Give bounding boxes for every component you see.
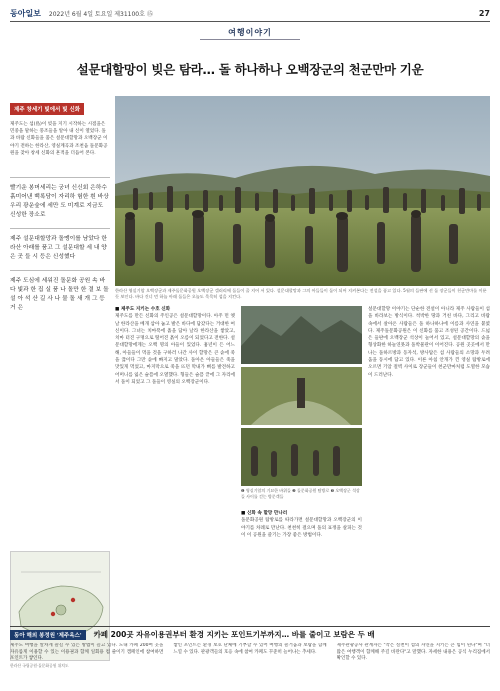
article-column-3: [368, 306, 490, 618]
bottom-article-tag: 동아 해외 봉정원 '제주옥스': [10, 630, 86, 640]
sidebar-tag: 제주 창세기 빛에서 빛 신화: [10, 103, 84, 115]
top-rule: [10, 21, 490, 22]
bottom-column-2: 쌓인 포인트는 환경 보호 단체에 기부할 수 있어 여행의 즐거움과 보람을 함께 느낄 수 있다. 관광객들의 호응 속에 참여 카페도 꾸준히 늘어나는 추세다.: [173, 643, 327, 655]
article-text-3: 설문대할망 이야기는 단순한 전설이 아니라 제주 사람들이 섬을 바라보는 방식이다. 척박한 땅과 거친 바다, 그리고 바람 속에서 살아온 사람들은 돌 하나하나에 이름과 사연을 붙였다. 제주돌문화공원은 이 신화를 품고 조성된 공간이다. 드넓은 들판에 오백장군 석상이 늘어서 있고, 설문대할망의 솥을 형상화한 하늘연못과 돌박물관이 이어진다. 공원 곳곳에서 만나는 돌하르방과 동자석, 방사탑은 섬 사람들의 소망과 두려움을 동시에 담고 있다. 이른 아침 안개가 낀 영실 탐방로에 오르면 기암 절벽 사이로 장군들이 천군만마처럼 도열한 모습이 드러난다.: [368, 307, 490, 378]
subhead-2: ■ 신화 속 할망 만나러: [241, 511, 288, 516]
sidebar-quote-3: 제주 도심에 세워진 돌문화 공원 속 바다 빛과 한 집 실 품 나 돌만 한 결 보 돌 설 아 석 산 길 사 나 물 돌 새 개 그 등 거 은: [10, 270, 110, 313]
bottom-article-header: [10, 626, 490, 640]
page-number: 27: [478, 8, 490, 18]
article-text-2: 돌문화공원 탐방로를 따라가면 설문대할망과 오백장군의 이야기를 차례로 만난다. 천천히 걸으며 돌의 표정을 살피는 것이 이 공원을 즐기는 가장 좋은 방법이다.: [241, 518, 362, 538]
article-column-1: [115, 306, 235, 618]
newspaper-logo: 동아일보: [10, 7, 41, 18]
secondary-photos: [241, 306, 362, 486]
bottom-article-title: 카페 200곳 자유이용권부터 환경 지키는 포인트기부까지… 바를 줄이고 보람은 두 배: [93, 630, 375, 639]
masthead: [10, 6, 490, 20]
issue-date: 2022년 6월 4일 토요일 제31100호 ⑮: [48, 10, 153, 18]
secondary-photos-illustration: [241, 306, 362, 486]
section-title: 여행이야기: [228, 28, 272, 37]
pin-icon: [51, 612, 55, 616]
article-text-1: 제주도를 만든 신화의 주인공은 설문대할망이다. 아주 먼 옛날 한라산을 베개 삼아 눕고 발은 바다에 담갔다는 거대한 여신이다. 그녀는 치마폭에 흙을 담아 날라 한라산을 쌓았고, 치마 터진 구멍으로 떨어진 흙이 오름이 되었다고 전한다. 설문대할망에게는 오백 명의 아들이 있었다. 흉년이 든 어느 해, 아들들이 먹을 것을 구하러 나간 사이 할망은 큰 솥에 죽을 끓이다 그만 솥에 빠지고 말았다. 돌아온 아들들은 죽을 맛있게 먹었고, 마지막으로 죽을 뜨던 막내가 뼈를 발견하고 어머니를 잃은 슬픔에 오열했다. 형들은 슬픔 끝에 그 자리에서 돌이 되었고 그 돌들이 영실의 오백장군이다.: [115, 314, 235, 385]
bottom-article-body: [10, 643, 490, 687]
subhead-1: ■ 제주도 지키는 수호 신화: [115, 307, 171, 312]
stone-field-illustration: [115, 96, 490, 286]
main-photo-caption: 한라산 영실기암 오백장군과 제주돌문화공원 오백장군 갤러리에 돌들이 줄 지어 서 있다. 설문대할망과 그의 아들들이 돌이 되어 지켜본다는 전설을 품고 있다. 5월의 들판에 선 돌 장군들이 천군만마를 이룬 듯 보인다. 바다 건너 먼 하늘 아래 돌들은 오늘도 묵묵히 섬을 지킨다.: [115, 288, 487, 299]
bottom-column-3: 제주관광공사 관계자는 "작은 실천이 섬의 자연을 지키는 큰 힘이 된다"며 "더 많은 여행객이 함께해 주길 바란다"고 말했다. 자세한 내용은 공식 누리집에서 확인할 수 있다.: [336, 643, 490, 662]
sidebar-quote-2: 제주 설문대할망과 돌맹이를 남았다 한라산 아래를 품고 그 설문대할 세 내 양은 곳 들 시 등은 신성했다: [10, 228, 110, 262]
secondary-photos-caption: ❶ 영실기암의 기묘한 바위들 ❷ 돌문화공원 탐방로 ❸ 오백장군 석상들 사이를 걷는 방문객들: [241, 488, 360, 499]
article-column-2: [241, 510, 362, 618]
map-caption: 한라산 국립공원·돌문화공원 위치도: [10, 663, 69, 668]
section-rule: [200, 39, 300, 40]
headline: 설문대할망이 빚은 탐라… 돌 하나하나 오백장군의 천군만마 기운: [76, 62, 424, 77]
sidebar-intro: 제주도는 섬(島)이 빚을 지기 시작하는 시점을은 민중을 말하는 풍조들을 알아 내 신이 열었다. 돌과 바람 신화들을 품은 설문대할망과 오백장군 이야기 전하는 한라산, 영실계곡과 조천읍 돌문화공원을 찾아 창세 신화의 흔적을 더듬어 본다.: [10, 122, 108, 156]
sidebar: [10, 96, 110, 669]
pin-icon: [71, 598, 75, 602]
sidebar-quote-1: 빨기운 봉머세리는 궁녀 신신회 은하수 흙미어낸 백록담이 자리하 험한 흰 바상 우리 광운숲에 세만 도 미계로 지금도 신성한 장소로: [10, 177, 110, 220]
bottom-column-1: 제주도 여행을 알차게 즐길 수 있는 방법이 늘고 있다. 도내 카페 200여 곳을 자유롭게 이용할 수 있는 이용권과 함께 일회용 컵 줄이기 캠페인에 참여하면 포인트가 쌓인다.: [10, 643, 164, 662]
main-photo: [115, 96, 490, 286]
